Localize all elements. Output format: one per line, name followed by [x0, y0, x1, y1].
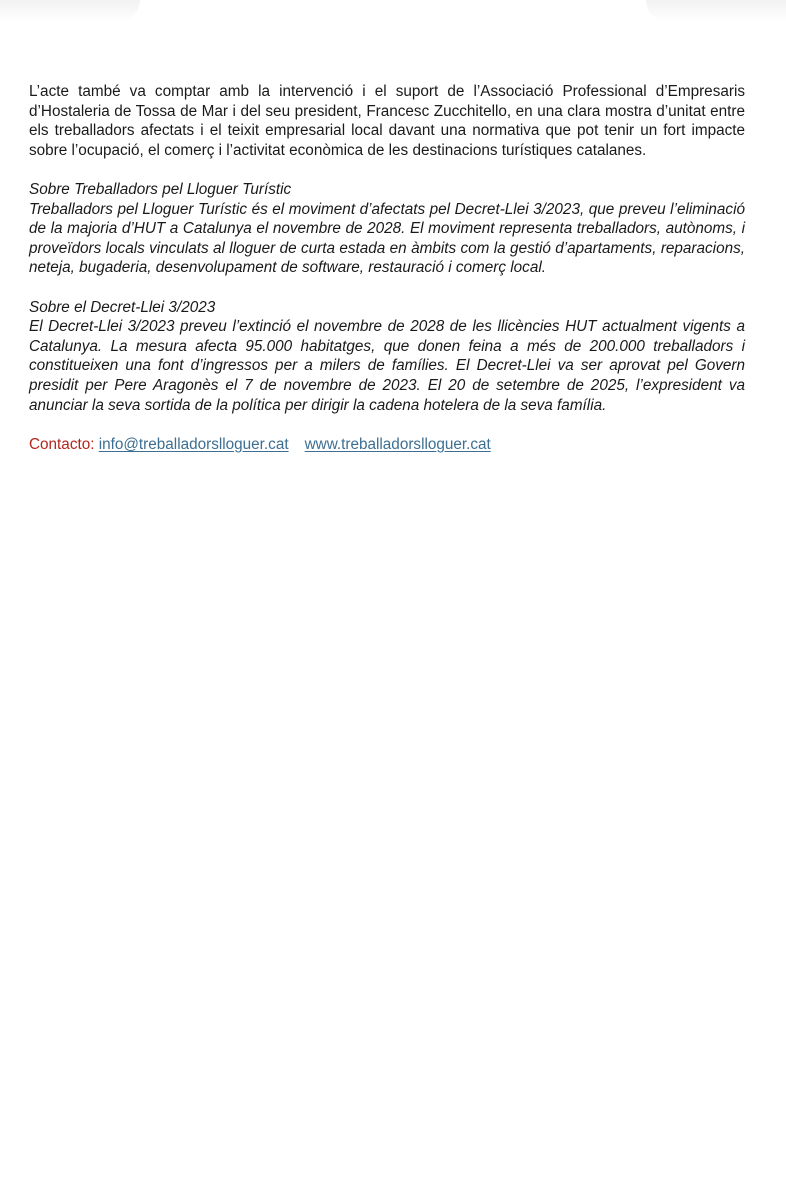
top-shadow-right	[646, 0, 786, 22]
about-movement-body: Treballadors pel Lloguer Turístic és el moviment d’afectats pel Decret-Llei 3/2023, que preveu l’eliminació de la majoria d’HUT a Catalunya el novembre de 2028. El moviment representa treballadors, autònoms, i proveïdors locals vinculats al lloguer de curta estada en àmbits com la gestió d’apartaments, reparacions, neteja, bugaderia, desenvolupament de software, restauració i comerç local.	[29, 200, 745, 277]
top-shadow-left	[0, 0, 140, 22]
about-decree-body: El Decret-Llei 3/2023 preveu l’extinció el novembre de 2028 de les llicències HUT actualment vigents a Catalunya. La mesura afecta 95.000 habitatges, que donen feina a més de 200.000 treballadors i constitueixen una font d’ingressos per a milers de famílies. El Decret-Llei va ser aprovat pel Govern presidit per Pere Aragonès el 7 de novembre de 2023. El 20 de setembre de 2025, l’expresident va anunciar la seva sortida de la política per dirigir la cadena hotelera de la seva família.	[29, 318, 745, 414]
press-release-body	[29, 82, 745, 454]
about-movement-section	[29, 180, 745, 278]
about-decree-heading: Sobre el Decret-Llei 3/2023	[29, 298, 216, 316]
contact-website-link[interactable]: www.treballadorslloguer.cat	[304, 435, 491, 453]
about-movement-heading: Sobre Treballadors pel Lloguer Turístic	[29, 180, 292, 198]
contact-label: Contacto:	[29, 435, 95, 453]
contact-email-link[interactable]: info@treballadorslloguer.cat	[98, 435, 289, 453]
intro-paragraph: L’acte també va comptar amb la intervenció i el suport de l’Associació Professional d’Empresaris d’Hostaleria de Tossa de Mar i del seu president, Francesc Zucchitello, en una clara mostra d’unitat entre els treballadors afectats i el teixit empresarial local davant una normativa que pot tenir un fort impacte sobre l’ocupació, el comerç i l’activitat econòmica de les destinacions turístiques catalanes.	[29, 83, 745, 159]
contact-line	[29, 435, 745, 455]
about-decree-section	[29, 298, 745, 416]
